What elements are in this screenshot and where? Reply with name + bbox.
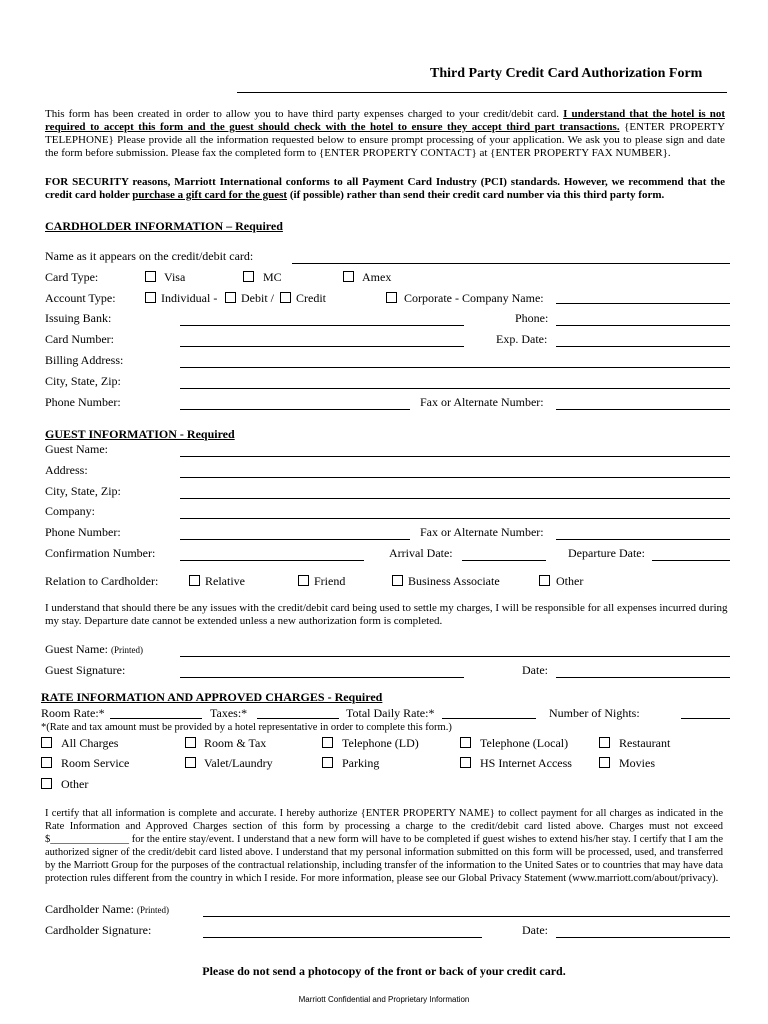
internet-label: HS Internet Access (480, 756, 572, 770)
guest-heading: GUEST INFORMATION - Required (45, 427, 235, 441)
cardholder-name-printed-field[interactable] (203, 916, 730, 917)
exp-date-field[interactable] (556, 346, 730, 347)
cardholder-heading: CARDHOLDER INFORMATION – Required (45, 219, 283, 233)
rate-heading: RATE INFORMATION AND APPROVED CHARGES - Required (41, 690, 383, 704)
guest-address-label: Address: (45, 463, 88, 477)
cardholder-signature-field[interactable] (203, 937, 482, 938)
guest-fax-label: Fax or Alternate Number: (420, 525, 544, 539)
telephone-ld-checkbox[interactable] (322, 737, 333, 748)
guest-name-field[interactable] (180, 456, 730, 457)
charges-other-label: Other (61, 777, 89, 791)
room-tax-checkbox[interactable] (185, 737, 196, 748)
card-type-label: Card Type: (45, 270, 99, 284)
nights-field[interactable] (681, 718, 730, 719)
intro-paragraph (45, 108, 725, 160)
guest-date-label: Date: (522, 663, 548, 677)
guest-city-field[interactable] (180, 498, 730, 499)
parking-checkbox[interactable] (322, 757, 333, 768)
amex-label: Amex (362, 270, 392, 284)
debit-label: Debit / (241, 291, 274, 305)
cardholder-name-printed-text: Cardholder Name: (45, 902, 134, 916)
taxes-label: Taxes:* (210, 706, 248, 720)
cardholder-signature-label: Cardholder Signature: (45, 923, 152, 937)
guest-phone-field[interactable] (180, 539, 410, 540)
telephone-ld-label: Telephone (LD) (342, 736, 419, 750)
visa-label: Visa (164, 270, 186, 284)
cardholder-name-printed-label (45, 902, 169, 917)
guest-name-label: Guest Name: (45, 442, 108, 456)
rate-note: *(Rate and tax amount must be provided by a hotel representative in order to complete this form.) (41, 722, 452, 733)
intro-text: This form has been created in order to allow you to have third party expenses charged to your credit/debit card. (45, 108, 560, 120)
debit-checkbox[interactable] (225, 292, 236, 303)
billing-address-label: Billing Address: (45, 353, 124, 367)
corporate-label: Corporate - Company Name: (404, 291, 544, 305)
valet-laundry-checkbox[interactable] (185, 757, 196, 768)
confirmation-field[interactable] (180, 560, 364, 561)
title-rule (237, 92, 727, 93)
cardholder-printed-note: (Printed) (136, 905, 169, 915)
account-type-label: Account Type: (45, 291, 116, 305)
arrival-field[interactable] (462, 560, 546, 561)
cardholder-name-label: Name as it appears on the credit/debit card: (45, 249, 254, 263)
restaurant-checkbox[interactable] (599, 737, 610, 748)
company-name-field[interactable] (556, 303, 730, 304)
photocopy-notice: Please do not send a photocopy of the front or back of your credit card. (202, 964, 566, 978)
page-title: Third Party Credit Card Authorization Form (430, 66, 703, 81)
credit-checkbox[interactable] (280, 292, 291, 303)
cardholder-city-field[interactable] (180, 388, 730, 389)
guest-company-field[interactable] (180, 518, 730, 519)
guest-signature-label: Guest Signature: (45, 663, 126, 677)
cardholder-fax-label: Fax or Alternate Number: (420, 395, 544, 409)
room-tax-label: Room & Tax (204, 736, 267, 750)
room-rate-label: Room Rate:* (41, 706, 105, 720)
room-service-checkbox[interactable] (41, 757, 52, 768)
issuing-bank-label: Issuing Bank: (45, 311, 112, 325)
parking-label: Parking (342, 756, 380, 770)
guest-date-field[interactable] (556, 677, 730, 678)
relation-other-label: Other (556, 574, 584, 588)
confirmation-label: Confirmation Number: (45, 546, 156, 560)
gift-card-advice: purchase a gift card for the guest (132, 189, 288, 201)
friend-label: Friend (314, 574, 346, 588)
guest-fax-field[interactable] (556, 539, 730, 540)
security-text-end: (if possible) rather than send their credit card number via this third party form. (287, 189, 665, 201)
guest-signature-field[interactable] (180, 677, 464, 678)
credit-label: Credit (296, 291, 326, 305)
confidential-footer: Marriott Confidential and Proprietary Information (298, 995, 470, 1004)
telephone-local-label: Telephone (Local) (480, 736, 569, 750)
cardholder-phone-field[interactable] (180, 409, 410, 410)
total-daily-field[interactable] (442, 718, 536, 719)
card-number-label: Card Number: (45, 332, 114, 346)
charges-other-checkbox[interactable] (41, 778, 52, 789)
total-daily-label: Total Daily Rate:* (346, 706, 435, 720)
individual-label: Individual - (161, 291, 218, 305)
issuing-bank-field[interactable] (180, 325, 464, 326)
cardholder-date-label: Date: (522, 923, 548, 937)
cardholder-city-label: City, State, Zip: (45, 374, 121, 388)
cardholder-date-field[interactable] (556, 937, 730, 938)
bank-phone-field[interactable] (556, 325, 730, 326)
guest-city-label: City, State, Zip: (45, 484, 121, 498)
mc-label: MC (263, 270, 282, 284)
intro-disclaimer: I understand that the hotel is not required to accept this form and the guest should check with the hotel to ensure they accept third part transactions. (45, 108, 725, 133)
cardholder-name-field[interactable] (292, 263, 730, 264)
guest-company-label: Company: (45, 504, 95, 518)
bank-phone-label: Phone: (515, 311, 549, 325)
exp-date-label: Exp. Date: (496, 332, 548, 346)
visa-checkbox[interactable] (145, 271, 156, 282)
departure-field[interactable] (652, 560, 730, 561)
intro-instructions: {ENTER PROPERTY TELEPHONE} Please provide all the information requested below to ensure prompt processing of your application. We ask you to please sign and date the form before submission. Please fax the completed form to {ENTER PROPERTY CONTACT} at {ENTER PROPERTY FAX NUMBER}. (45, 121, 726, 159)
certification-text: I certify that all information is complete and accurate. I hereby authorize {ENTER PROPERTY NAME} to collect payment for all charges as indicated in the Rate Information and Approved Charges section of this form by processing a charge to the credit/debit card listed above. Charges must not exceed $_______________ for the entire stay/event. I understand that a new form will have to be completed if guest wishes to extend his/her stay. I certify that I am the authorized signer of the credit/debit card listed above. I understand that my personal information submitted on this form will be processed, used, and transferred by the Marriott Group for the purposes of the contractual relationship, including transfer of the information to the United Sates or to countries that may have data protection rules different from the country in which I reside. For more information, please see our Global Privacy Statement (www.marriott.com/about/privacy). (45, 808, 723, 884)
cardholder-phone-label: Phone Number: (45, 395, 121, 409)
corporate-checkbox[interactable] (386, 292, 397, 303)
individual-checkbox[interactable] (145, 292, 156, 303)
arrival-label: Arrival Date: (389, 546, 453, 560)
all-charges-label: All Charges (61, 736, 119, 750)
business-associate-checkbox[interactable] (392, 575, 403, 586)
room-service-label: Room Service (61, 756, 130, 770)
amex-checkbox[interactable] (343, 271, 354, 282)
guest-address-field[interactable] (180, 477, 730, 478)
nights-label: Number of Nights: (549, 706, 640, 720)
security-text: FOR SECURITY reasons, Marriott International conforms to all Payment Card Industry (PCI) standards. However, we recommend that the credit card holder (45, 176, 725, 201)
valet-laundry-label: Valet/Laundry (204, 756, 273, 770)
room-rate-field[interactable] (110, 718, 202, 719)
security-paragraph (45, 176, 725, 202)
guest-phone-label: Phone Number: (45, 525, 121, 539)
cardholder-fax-field[interactable] (556, 409, 730, 410)
guest-statement: I understand that should there be any issues with the credit/debit card being used to settle my charges, I will be responsible for all expenses incurred during my stay. Departure date cannot be extended unless a new authorization form is completed. (45, 602, 728, 627)
movies-checkbox[interactable] (599, 757, 610, 768)
movies-label: Movies (619, 756, 655, 770)
restaurant-label: Restaurant (619, 736, 671, 750)
telephone-local-checkbox[interactable] (460, 737, 471, 748)
business-associate-label: Business Associate (408, 574, 500, 588)
friend-checkbox[interactable] (298, 575, 309, 586)
guest-name-printed-label (45, 642, 143, 657)
billing-address-field[interactable] (180, 367, 730, 368)
relation-label: Relation to Cardholder: (45, 574, 159, 588)
relative-label: Relative (205, 574, 245, 588)
internet-checkbox[interactable] (460, 757, 471, 768)
printed-note: (Printed) (110, 645, 143, 655)
relative-checkbox[interactable] (189, 575, 200, 586)
guest-name-printed-field[interactable] (180, 656, 730, 657)
guest-name-printed-text: Guest Name: (45, 642, 108, 656)
departure-label: Departure Date: (568, 546, 645, 560)
card-number-field[interactable] (180, 346, 464, 347)
taxes-field[interactable] (257, 718, 339, 719)
mc-checkbox[interactable] (243, 271, 254, 282)
all-charges-checkbox[interactable] (41, 737, 52, 748)
relation-other-checkbox[interactable] (539, 575, 550, 586)
